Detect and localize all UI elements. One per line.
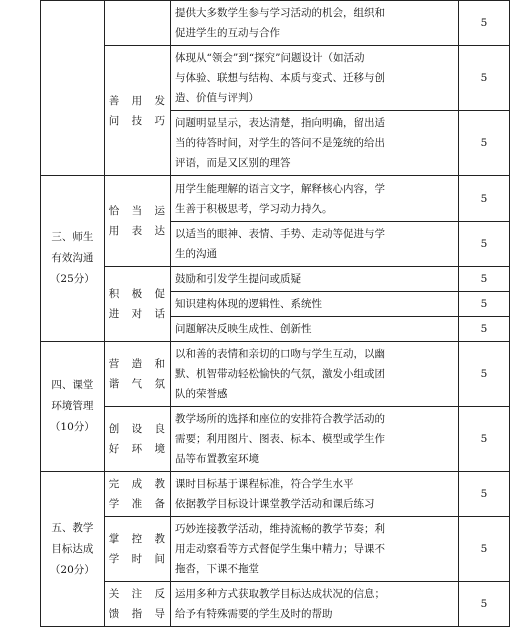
table-row (41, 176, 510, 222)
subcategory-cell (104, 1, 170, 46)
score-cell: 5 (459, 582, 510, 627)
evaluation-table (40, 0, 510, 627)
criterion-cell: 运用多种方式获取教学目标达成状况的信息； 给予有特殊需要的学生及时的帮助 (170, 582, 458, 627)
criterion-cell: 用学生能理解的语言文字，解释核心内容，学 生善于积极思考，学习动力持久。 (170, 176, 458, 222)
subcategory-cell: 善 用 发 问技巧 (104, 46, 170, 176)
table-row (41, 517, 510, 582)
score-cell: 5 (459, 1, 510, 46)
score-cell: 5 (459, 176, 510, 222)
category-cell: 五、教学 目标达成 （20分） (41, 472, 105, 627)
subcategory-cell: 营 造 和 谐气氛 (104, 342, 170, 407)
criterion-cell: 知识建构体现的逻辑性、系统性 (170, 292, 458, 317)
score-cell: 5 (459, 292, 510, 317)
table-row (41, 407, 510, 472)
criterion-cell: 体现从“领会”到“探究”问题设计（如活动 与体验、联想与结构、本质与变式、迁移与创 造、价值与评判） (170, 46, 458, 111)
subcategory-cell: 创 设 良 好环境 (104, 407, 170, 472)
score-cell: 5 (459, 111, 510, 176)
score-cell: 5 (459, 517, 510, 582)
score-cell: 5 (459, 267, 510, 292)
category-cell: 三、师生 有效沟通 （25分） (41, 176, 105, 342)
table-row (41, 1, 510, 46)
table-row (41, 342, 510, 407)
criterion-cell: 巧妙连接教学活动，维持流畅的教学节奏；利 用走动察看等方式督促学生集中精力；导课不 拖沓，下课不拖堂 (170, 517, 458, 582)
criterion-cell: 以和善的表情和亲切的口吻与学生互动，以幽 默、机智带动轻松愉快的气氛，激发小组或团 队的荣誉感 (170, 342, 458, 407)
table-row (41, 267, 510, 292)
score-cell: 5 (459, 46, 510, 111)
category-cell: 四、课堂 环境管理 （10分） (41, 342, 105, 472)
table-row (41, 46, 510, 111)
category-cell (41, 1, 105, 176)
criterion-cell: 提供大多数学生参与学习活动的机会，组织和 促进学生的互动与合作 (170, 1, 458, 46)
criterion-cell: 问题解决反映生成性、创新性 (170, 317, 458, 342)
table-row (41, 582, 510, 627)
table-row (41, 472, 510, 517)
subcategory-cell: 关 注 反 馈指导 (104, 582, 170, 627)
subcategory-cell: 积 极 促 进对话 (104, 267, 170, 342)
criterion-cell: 教学场所的选择和座位的安排符合教学活动的 需要；利用图片、图表、标本、模型或学生作 品等布置教室环境 (170, 407, 458, 472)
criterion-cell: 以适当的眼神、表情、手势、走动等促进与学 生的沟通 (170, 222, 458, 267)
score-cell: 5 (459, 472, 510, 517)
criterion-cell: 问题明显呈示，表达清楚，指向明确，留出适 当的待答时间，对学生的答问不是笼统的给出 评语，而是又区别的理答 (170, 111, 458, 176)
score-cell: 5 (459, 407, 510, 472)
subcategory-cell: 恰 当 运 用表达 (104, 176, 170, 267)
criterion-cell: 鼓励和引发学生提问或质疑 (170, 267, 458, 292)
score-cell: 5 (459, 317, 510, 342)
score-cell: 5 (459, 342, 510, 407)
score-cell: 5 (459, 222, 510, 267)
subcategory-cell: 完 成 教 学准备 (104, 472, 170, 517)
criterion-cell: 课时目标基于课程标准，符合学生水平 依据教学目标设计课堂教学活动和课后练习 (170, 472, 458, 517)
subcategory-cell: 掌 控 教 学时间 (104, 517, 170, 582)
